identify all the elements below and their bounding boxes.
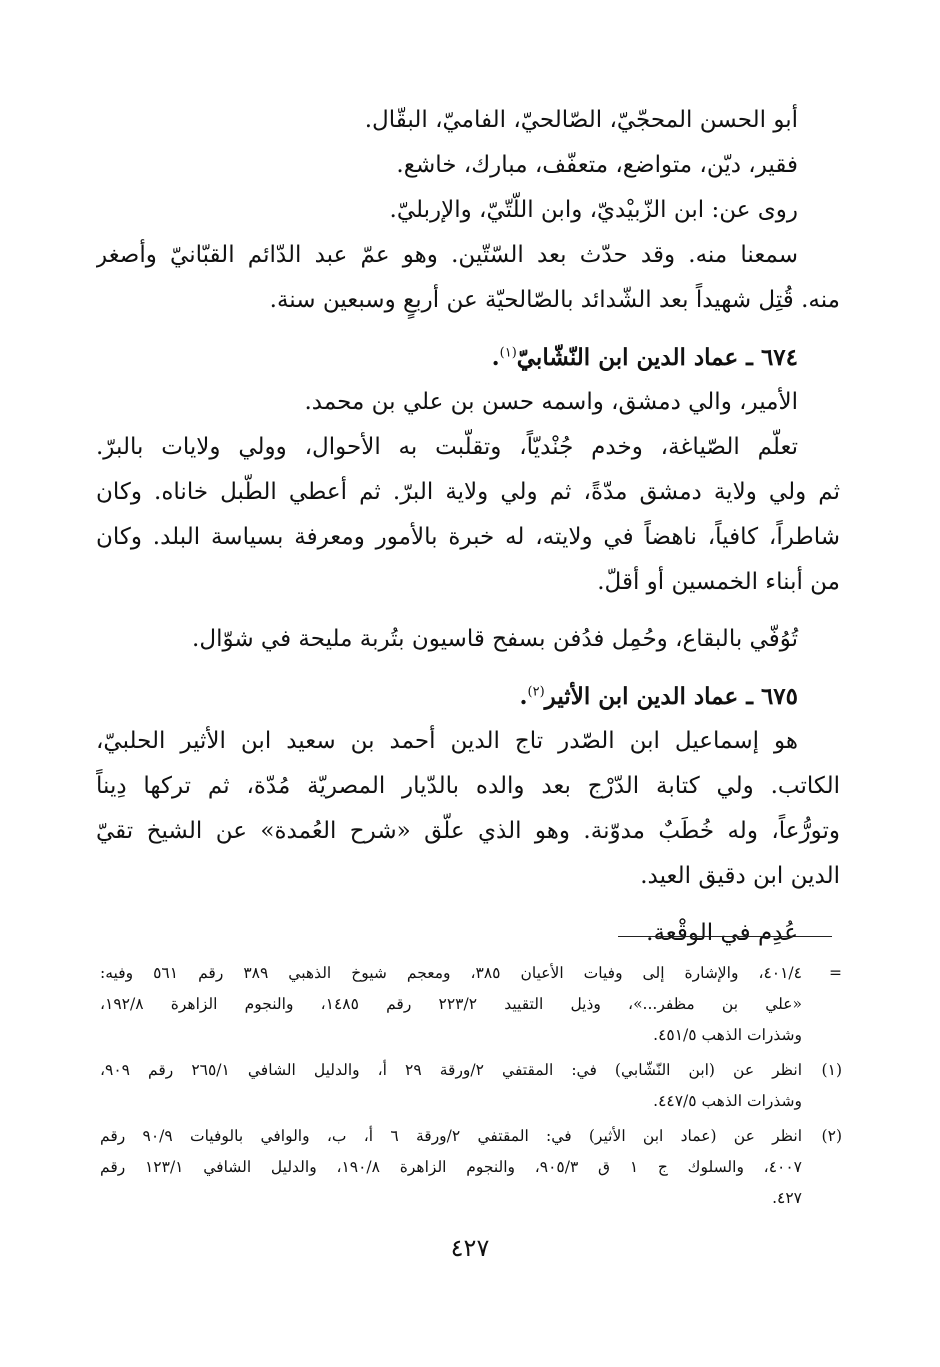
- entry-heading-674: [96, 335, 840, 380]
- footnote-line: وشذرات الذهب ٤٥١/٥.: [653, 1026, 802, 1044]
- text-line: هو إسماعيل ابن الصّدر تاج الدين أحمد بن سعيد ابن الأثير الحلبيّ،: [96, 728, 798, 754]
- text-line: فقير، ديّن، متواضع، متعفّف، مبارك، خاشع.: [396, 152, 798, 178]
- text-line: روى عن: ابن الزّبيْديّ، وابن اللّتّيّ، والإربليّ.: [389, 197, 798, 223]
- footnote-ref-1: (١): [499, 345, 517, 361]
- text-line: وتورُّعاً، وله خُطَبٌ مدوّنة. وهو الذي علّق «شرح العُمدة» عن الشيخ تقيّ: [96, 818, 840, 844]
- footnote-line: وشذرات الذهب ٤٤٧/٥.: [653, 1092, 802, 1110]
- text-line: عُدِم في الوقْعة.: [646, 920, 798, 946]
- footnote-ref-2: (٢): [527, 684, 545, 700]
- text-line: منه. قُتِل شهيداً بعد الشّدائد بالصّالحيّة عن أربعٍ وسبعين سنة.: [269, 287, 840, 313]
- text-line: تُوُفّي بالبقاع، وحُمِل فدُفن بسفح قاسيون بتُربة مليحة في شوّال.: [192, 626, 798, 652]
- footnote-1: [100, 1055, 842, 1117]
- footnote-line: «علي بن مظفر...»، وذيل التقييد ٢٢٣/٢ رقم ١٤٨٥، والنجوم الزاهرة ١٩٢/٨،: [100, 995, 802, 1013]
- main-text: [96, 98, 840, 956]
- footnote-mark: (١): [821, 1061, 842, 1079]
- heading-text: ٦٧٤ ـ عماد الدين ابن النّشّابيّ: [516, 344, 798, 371]
- text-line: ثم ولي ولاية دمشق مدّةً، ثم ولي ولاية البرّ. ثم أعطي الطّبل خاناه. وكان: [96, 479, 840, 505]
- footnote-separator: [618, 936, 832, 937]
- footnote-mark: (٢): [821, 1127, 842, 1145]
- footnote-line: ٤٠٠٧، والسلوك ج ١ ق ٩٠٥/٣، والنجوم الزاهرة ١٩٠/٨، والدليل الشافي ١٢٣/١ رقم: [100, 1158, 802, 1176]
- text-line: الدين ابن دقيق العيد.: [640, 863, 840, 889]
- footnote-continued: [100, 958, 842, 1051]
- footnote-line: انظر عن (عماد ابن الأثير) في: المقتفي ٢/ورقة ٦ أ، ب، والوافي بالوفيات ٩٠/٩ رقم: [100, 1127, 802, 1145]
- page-number: ٤٢٧: [450, 1234, 490, 1262]
- footnote-line: انظر عن (ابن النّشّابي) في: المقتفي ٢/ورقة ٢٩ أ، والدليل الشافي ٢٦٥/١ رقم ٩٠٩،: [100, 1061, 802, 1079]
- footnote-2: [100, 1121, 842, 1214]
- heading-period: .: [491, 344, 500, 371]
- text-line: أبو الحسن المحجّيّ، الصّالحيّ، الفاميّ، البقّال.: [364, 107, 798, 133]
- footnote-line: ٤٢٧.: [772, 1189, 802, 1207]
- text-line: سمعنا منه. وقد حدّث بعد السّتّين. وهو عمّ عبد الدّائم القبّانيّ وأصغر: [96, 242, 798, 268]
- text-line: الأمير، والي دمشق، واسمه حسن بن علي بن محمد.: [304, 389, 798, 415]
- text-line: الكاتب. ولي كتابة الدّرْج بعد والده بالدّيار المصريّة مُدّة، ثم تركها دِيناً: [96, 773, 840, 799]
- text-line: من أبناء الخمسين أو أقلّ.: [597, 569, 840, 595]
- text-line: تعلّم الصّياغة، وخدم جُنْديّاً، وتقلّبت به الأحوال، وولي ولايات بالبرّ.: [96, 434, 798, 460]
- footnotes: [100, 958, 842, 1214]
- heading-period: .: [519, 683, 528, 710]
- entry-heading-675: [96, 674, 840, 719]
- footnote-mark: =: [829, 964, 842, 982]
- footnote-line: ٤٠١/٤، والإشارة إلى وفيات الأعيان ٣٨٥، ومعجم شيوخ الذهبي ٣٨٩ رقم ٥٦١ وفيه:: [100, 964, 802, 982]
- text-line: شاطراً، كافياً، ناهضاً في ولايته، له خبرة بالأمور ومعرفة بسياسة البلد. وكان: [96, 524, 840, 550]
- heading-text: ٦٧٥ ـ عماد الدين ابن الأثير: [544, 683, 798, 710]
